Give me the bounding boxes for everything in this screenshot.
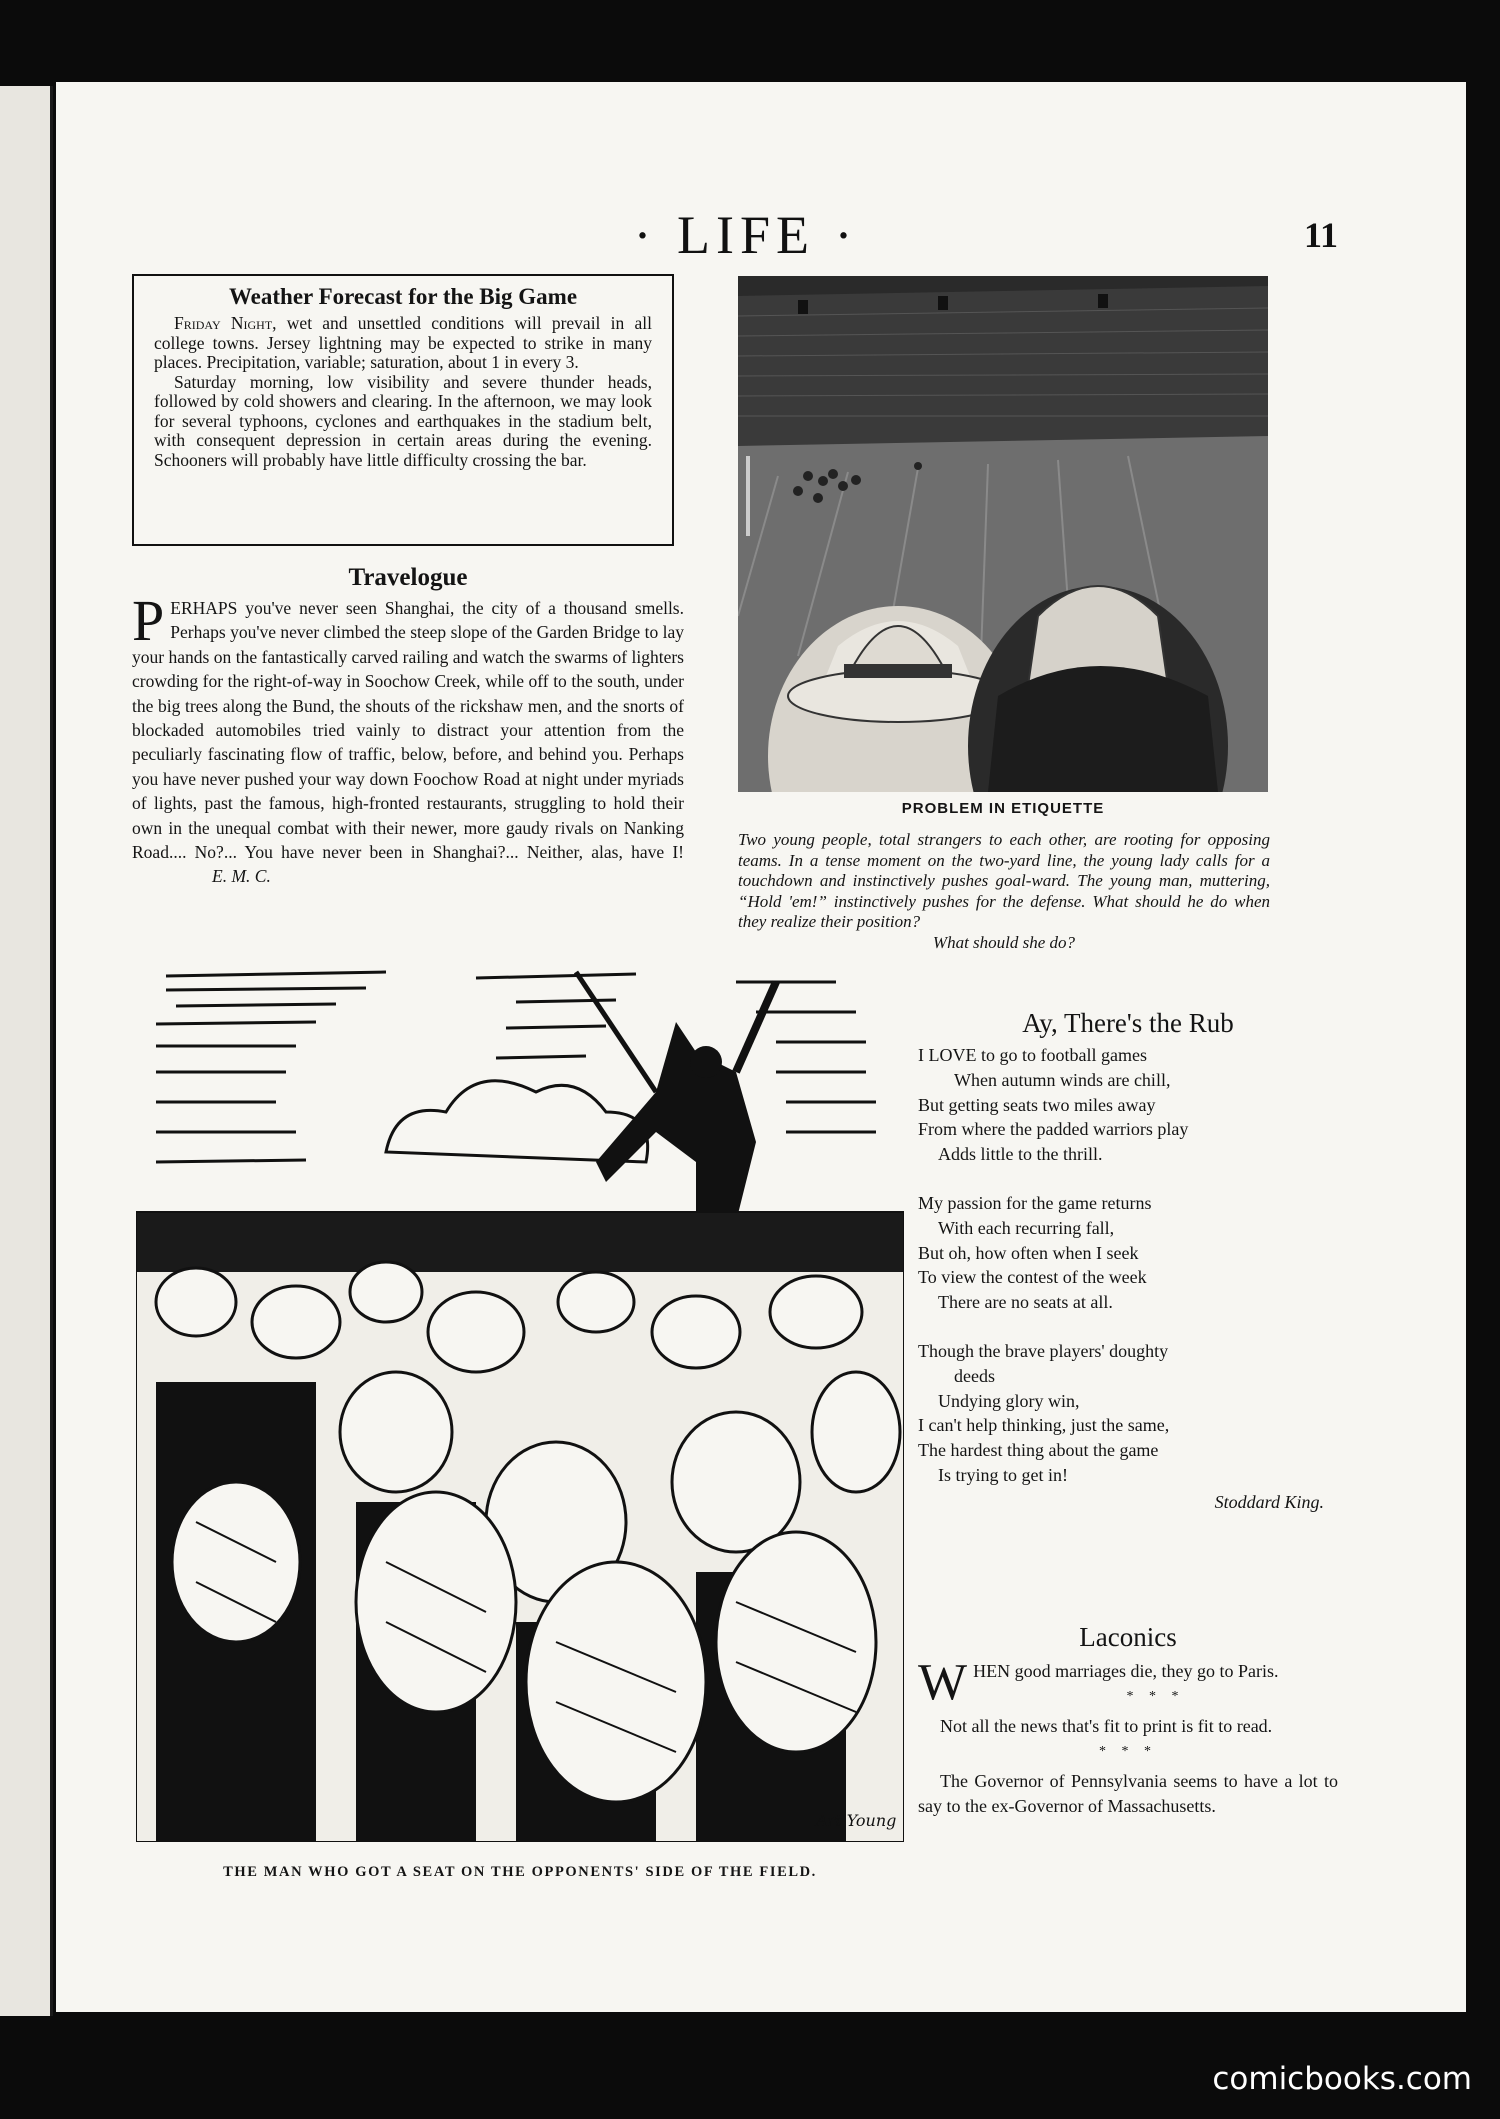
weather-paragraph-2: Saturday morning, low visibility and severe thunder heads, followed by cold showers and clearing. In the afternoon, we may look for several typhoons, cyclones and earthquakes in the stadium belt, with consequent depression in certain areas during the evening. Schooners will probably have little difficulty crossing the bar. xyxy=(154,371,652,470)
poem-line: I LOVE to go to football games xyxy=(918,1045,1147,1065)
cartoon-signature: Art Young xyxy=(816,1811,897,1830)
travelogue-body xyxy=(132,588,684,889)
photo-title: PROBLEM IN ETIQUETTE xyxy=(901,800,1105,817)
poem-stanza-2 xyxy=(918,1191,1338,1315)
laconics-item-1-text: HEN good marriages die, they go to Paris. xyxy=(973,1661,1279,1681)
laconics-section xyxy=(918,1622,1338,1819)
laconics-dropcap: W xyxy=(918,1654,968,1711)
separator-stars: * * * xyxy=(1126,1689,1185,1704)
laconics-item-2: Not all the news that's fit to print is fit to read. xyxy=(940,1716,1273,1736)
crowd-cartoon-illustration xyxy=(136,962,904,1842)
poem-line: From where the padded warriors play xyxy=(918,1119,1189,1140)
weather-p1-text: wet and unsettled conditions will prevail in all college towns. Jersey lightning may be expected to strike in many places. Precipitation, variable; saturation, about 1 in every 3. xyxy=(154,313,652,372)
poem-line: The hardest thing about the game xyxy=(918,1440,1159,1461)
photo-caption-last: What should she do? xyxy=(932,932,1076,952)
stadium-photo xyxy=(738,276,1268,792)
travelogue-title: Travelogue xyxy=(348,564,468,591)
poem-author: Stoddard King. xyxy=(1214,1491,1324,1512)
photo-caption xyxy=(738,830,1270,953)
page-number: 11 xyxy=(1303,215,1338,255)
poem-line: But getting seats two miles away xyxy=(918,1094,1156,1115)
laconics-item-1 xyxy=(918,1654,1338,1711)
poem-line: To view the contest of the week xyxy=(918,1267,1147,1288)
poem-line: Though the brave players' doughty xyxy=(918,1340,1169,1361)
weather-paragraph-1 xyxy=(154,314,652,373)
watermark: comicbooks.com xyxy=(1212,2061,1472,2097)
travelogue-dropcap: P xyxy=(132,588,165,653)
travelogue-article xyxy=(132,564,684,889)
laconics-title: Laconics xyxy=(1079,1622,1177,1652)
poem-line: Is trying to get in! xyxy=(938,1464,1068,1485)
poem-stanza-3 xyxy=(918,1339,1338,1488)
poem-line: When autumn winds are chill, xyxy=(954,1069,1171,1090)
poem-line: My passion for the game returns xyxy=(918,1192,1152,1213)
photo-caption-text: Two young people, total strangers to each other, are rooting for opposing teams. In a tense moment on the two-yard line, the young lady calls for a touchdown and instinctively pushes goal-ward. The young man, muttering, “Hold 'em!” instinctively pushes for the defense. What should he do when they realize their position? xyxy=(738,830,1270,931)
poem-line: But oh, how often when I seek xyxy=(918,1242,1139,1263)
weather-lead: Friday Night, xyxy=(174,313,277,333)
cartoon-caption: THE MAN WHO GOT A SEAT ON THE OPPONENTS' SIDE OF THE FIELD. xyxy=(223,1864,817,1880)
poem-line: Adds little to the thrill. xyxy=(938,1144,1103,1165)
poem-line: deeds xyxy=(954,1365,995,1386)
weather-title: Weather Forecast for the Big Game xyxy=(228,284,578,309)
poem-stanza-1 xyxy=(918,1043,1338,1167)
poem-line: There are no seats at all. xyxy=(938,1292,1113,1313)
poem-title: Ay, There's the Rub xyxy=(1022,1008,1234,1038)
weather-forecast-box xyxy=(132,274,674,546)
poem-line: I can't help thinking, just the same, xyxy=(918,1415,1170,1436)
magazine-page xyxy=(56,82,1466,2012)
poem-line: With each recurring fall, xyxy=(938,1217,1115,1238)
stadium-photo-illustration xyxy=(738,276,1268,792)
poem-line: Undying glory win, xyxy=(938,1390,1080,1411)
travelogue-text: ERHAPS you've never seen Shanghai, the city of a thousand smells. Perhaps you've never climbed the steep slope of the Garden Bridge to lay your hands on the fantastically carved railing and watch the swarms of lighters crowding for the right-of-way in Soochow Creek, while off to the south, under the big trees along the Bund, the shouts of the rickshaw men, and the snorts of blockaded automobiles tried vainly to distract your attention from the peculiarly fascinating flow of traffic, below, before, and behind you. Perhaps you have never pushed your way down Foochow Road at night under myriads of lights, past the famous, high-fronted restaurants, struggling to hold their own in the unequal combat with their newer, more gaudy rivals on Nanking Road.... No?... You have never been in Shanghai?... Neither, alas, have I! xyxy=(132,598,684,863)
masthead: · LIFE · xyxy=(633,205,859,265)
poem xyxy=(918,1008,1338,1513)
facing-page-edge xyxy=(0,86,53,2016)
separator-stars: * * * xyxy=(1099,1744,1157,1759)
travelogue-signature: E. M. C. xyxy=(212,866,271,887)
crowd-cartoon xyxy=(136,962,904,1842)
laconics-item-3: The Governor of Pennsylvania seems to have a lot to say to the ex-Governor of Massachusetts. xyxy=(918,1771,1338,1816)
